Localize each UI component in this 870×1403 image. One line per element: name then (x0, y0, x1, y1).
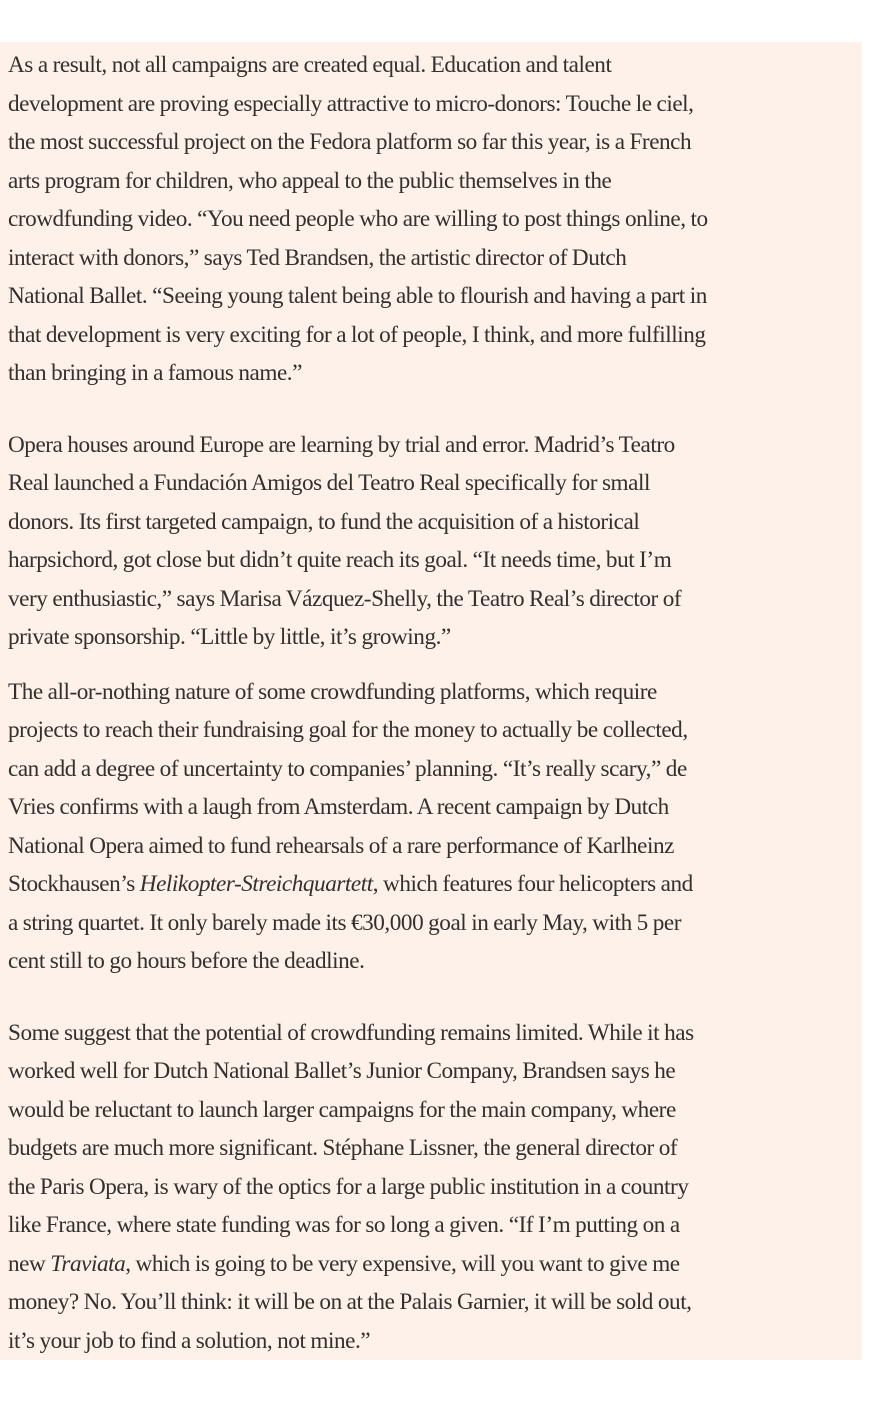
article-body (0, 42, 862, 1360)
text-line: Some suggest that the potential of crowdfunding remains limited. While it has (8, 1019, 694, 1046)
text-run: , which features four helicopters and (372, 871, 693, 897)
paragraph-gap (8, 657, 852, 673)
text-line: would be reluctant to launch larger campaigns for the main company, where (8, 1096, 676, 1123)
text-line: National Opera aimed to fund rehearsals of a rare performance of Karlheinz (8, 832, 674, 859)
text-line: projects to reach their fundraising goal for the money to actually be collected, (8, 717, 688, 743)
text-line: than bringing in a famous name.” (8, 360, 302, 386)
text-line: As a result, not all campaigns are created equal. Education and talent (8, 52, 612, 78)
text-line: worked well for Dutch National Ballet’s Junior Company, Brandsen says he (8, 1058, 676, 1084)
text-line: the Paris Opera, is wary of the optics for a large public institution in a country (8, 1173, 689, 1200)
article-paragraph-4 (8, 1014, 852, 1361)
text-run: , which is going to be very expensive, will you want to give me (125, 1250, 680, 1277)
article-paragraph-2 (8, 426, 852, 657)
text-line: interact with donors,” says Ted Brandsen, the artistic director of Dutch (8, 244, 627, 271)
text-line: Real launched a Fundación Amigos del Teatro Real specifically for small (8, 470, 650, 496)
text-line (8, 865, 852, 904)
text-line: that development is very exciting for a lot of people, I think, and more fulfilling (8, 321, 706, 348)
text-line: Vries confirms with a laugh from Amsterdam. A recent campaign by Dutch (8, 794, 669, 820)
article-paragraph-3 (8, 673, 852, 981)
paragraph-gap (8, 393, 852, 426)
text-line: can add a degree of uncertainty to companies’ planning. “It’s really scary,” de (8, 755, 687, 782)
text-line: The all-or-nothing nature of some crowdfunding platforms, which require (8, 678, 657, 705)
work-title-italic: Traviata (50, 1250, 126, 1277)
text-line: it’s your job to find a solution, not mine.” (8, 1327, 371, 1354)
text-line: very enthusiastic,” says Marisa Vázquez-Shelly, the Teatro Real’s director of (8, 585, 682, 612)
text-run: Stockhausen’s (8, 871, 140, 897)
text-line: National Ballet. “Seeing young talent being able to flourish and having a part in (8, 283, 707, 309)
text-line: crowdfunding video. “You need people who are willing to post things online, to (8, 206, 708, 232)
text-line: like France, where state funding was for so long a given. “If I’m putting on a (8, 1212, 680, 1238)
article-paragraph-1 (8, 46, 852, 393)
text-line: private sponsorship. “Little by little, it’s growing.” (8, 624, 451, 650)
text-line: budgets are much more significant. Stéphane Lissner, the general director of (8, 1135, 678, 1161)
text-line: cent still to go hours before the deadline. (8, 948, 365, 974)
paragraph-gap (8, 981, 852, 1014)
text-run: new (8, 1250, 51, 1277)
text-line (8, 1245, 852, 1284)
text-line: harpsichord, got close but didn’t quite reach its goal. “It needs time, but I’m (8, 547, 672, 573)
text-line: development are proving especially attractive to micro-donors: Touche le ciel, (8, 90, 694, 117)
work-title-italic: Helikopter-Streichquartett (139, 871, 373, 897)
text-line: a string quartet. It only barely made its €30,000 goal in early May, with 5 per (8, 909, 682, 936)
text-line: Opera houses around Europe are learning by trial and error. Madrid’s Teatro (8, 431, 675, 458)
text-line: the most successful project on the Fedora platform so far this year, is a French (8, 129, 692, 155)
text-line: money? No. You’ll think: it will be on at the Palais Garnier, it will be sold out, (8, 1289, 692, 1315)
text-line: arts program for children, who appeal to the public themselves in the (8, 167, 612, 194)
text-line: donors. Its first targeted campaign, to fund the acquisition of a historical (8, 508, 640, 535)
